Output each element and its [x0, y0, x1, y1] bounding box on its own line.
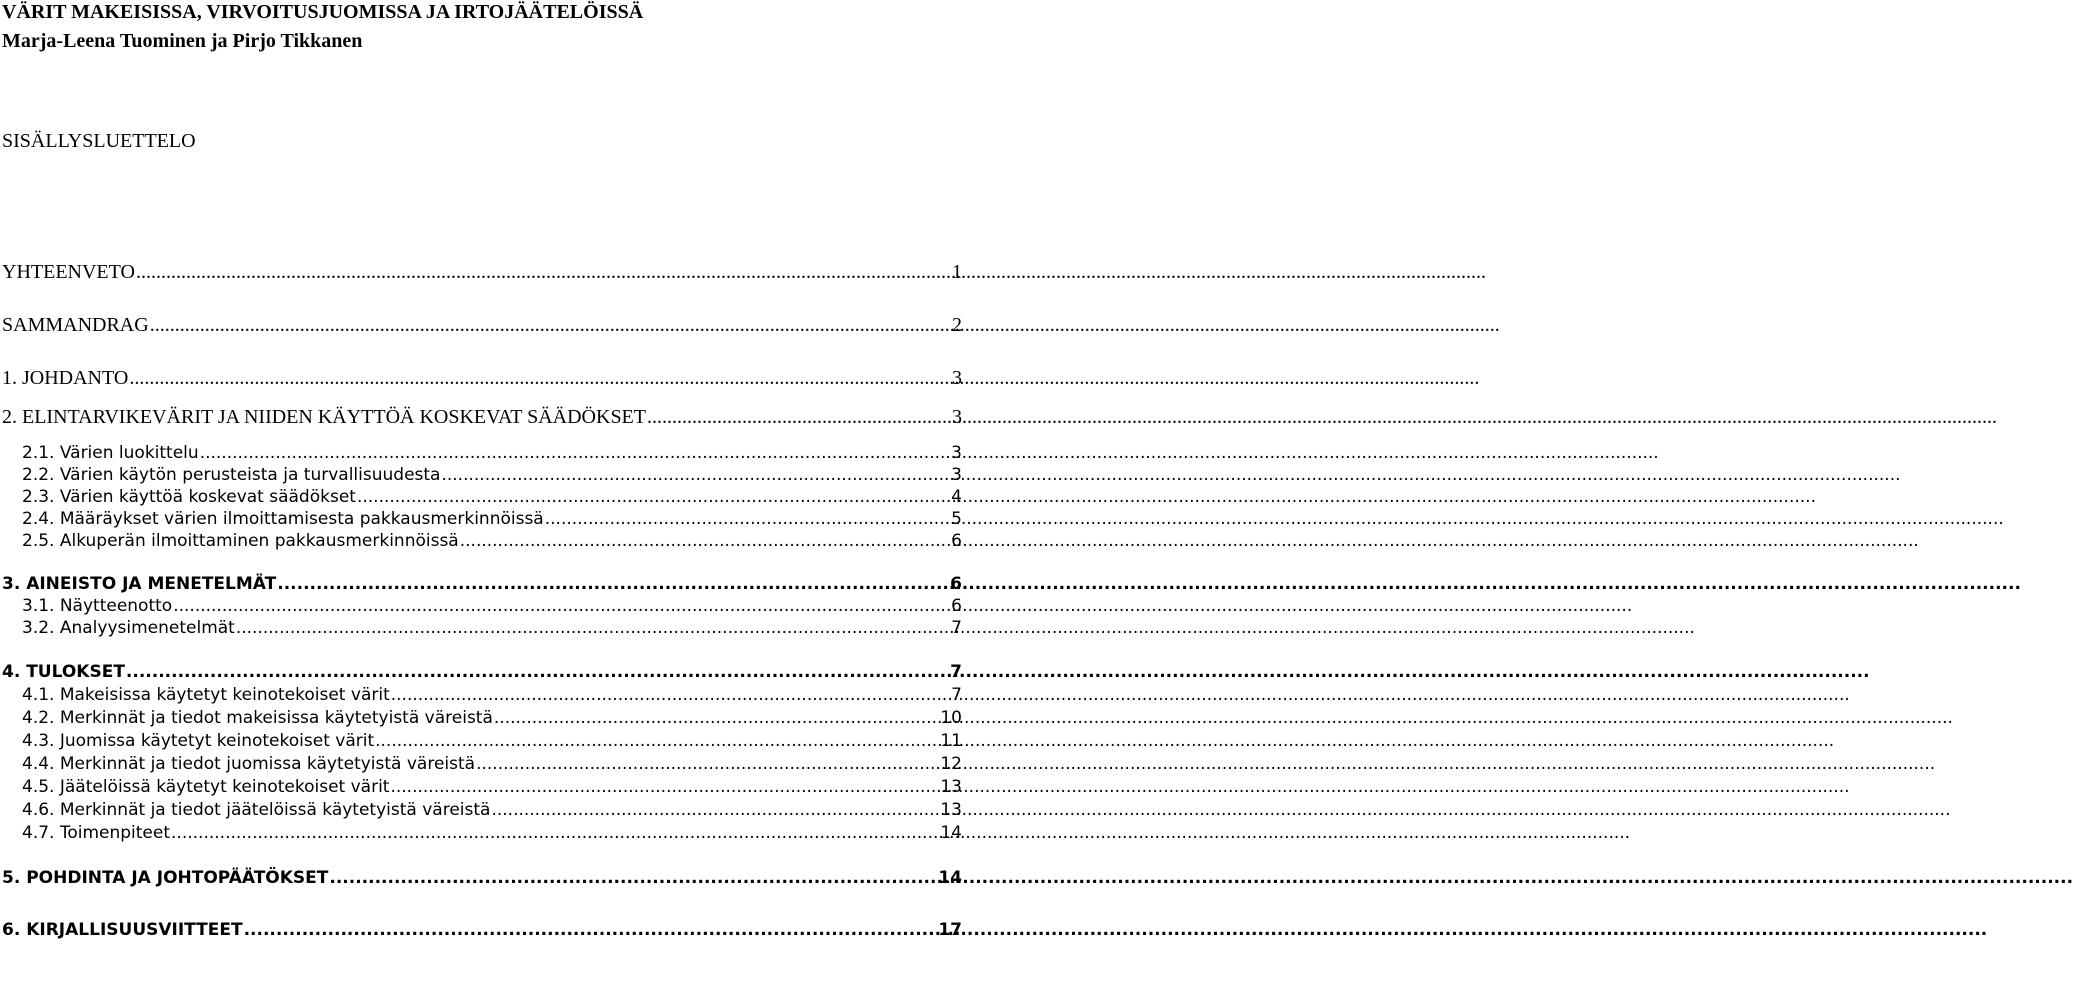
- toc-leader-dots: [244, 918, 938, 942]
- toc-entry-page: 6: [951, 531, 962, 551]
- toc-entry-label: 2. ELINTARVIKEVÄRIT JA NIIDEN KÄYTTÖÄ KOSKEVAT SÄÄDÖKSET: [2, 406, 646, 428]
- toc-entry-page: 12: [940, 754, 962, 774]
- toc-leader-dots: [391, 683, 950, 707]
- toc-entry-2-4[interactable]: [22, 507, 962, 531]
- toc-entry-label: 1. JOHDANTO: [2, 367, 129, 389]
- toc-entry-kirjallisuusviitteet[interactable]: [2, 918, 962, 942]
- toc-entry-label: 2.3. Värien käyttöä koskevat säädökset: [22, 487, 356, 507]
- toc-leader-dots: [136, 260, 951, 284]
- toc-entry-page: 13: [940, 777, 962, 797]
- toc-entry-page: 2: [952, 314, 962, 336]
- toc-entry-label: 2.4. Määräykset värien ilmoittamisesta pakkausmerkinnöissä: [22, 509, 544, 529]
- toc-entry-page: 6: [951, 596, 962, 616]
- toc-entry-page: 3: [951, 465, 962, 485]
- toc-entry-johdanto[interactable]: [2, 366, 962, 390]
- toc-entry-label: 6. KIRJALLISUUSVIITTEET: [2, 920, 243, 940]
- toc-leader-dots: [491, 798, 939, 822]
- toc-entry-label: 4.6. Merkinnät ja tiedot jäätelöissä käytetyistä väreistä: [22, 800, 491, 820]
- document-page: [0, 0, 960, 1007]
- toc-leader-dots: [647, 405, 951, 429]
- toc-entry-label: YHTEENVETO: [2, 261, 135, 283]
- toc-entry-label: 2.2. Värien käytön perusteista ja turvallisuudesta: [22, 465, 441, 485]
- document-title: VÄRIT MAKEISISSA, VIRVOITUSJUOMISSA JA IRTOJÄÄTELÖISSÄ: [2, 1, 644, 23]
- toc-entry-page: 1: [952, 261, 962, 283]
- toc-entry-page: 11: [940, 731, 962, 751]
- toc-leader-dots: [375, 729, 939, 753]
- toc-entry-label: 3.1. Näytteenotto: [22, 596, 173, 616]
- toc-entry-page: 14: [940, 823, 962, 843]
- toc-entry-tulokset[interactable]: [2, 660, 962, 684]
- toc-leader-dots: [173, 594, 950, 618]
- toc-entry-yhteenveto[interactable]: [2, 260, 962, 284]
- toc-entry-4-3[interactable]: [22, 729, 962, 753]
- toc-entry-page: 7: [951, 618, 962, 638]
- toc-leader-dots: [236, 616, 950, 640]
- toc-entry-elintarvikevarit[interactable]: [2, 405, 962, 429]
- toc-entry-page: 5: [951, 509, 962, 529]
- toc-entry-label: 4.2. Merkinnät ja tiedot makeisissa käytetyistä väreistä: [22, 708, 493, 728]
- toc-entry-pohdinta[interactable]: [2, 866, 962, 890]
- toc-entry-page: 3: [952, 367, 962, 389]
- toc-entry-label: 3.2. Analyysimenetelmät: [22, 618, 235, 638]
- toc-entry-page: 4: [951, 487, 962, 507]
- toc-entry-2-5[interactable]: [22, 529, 962, 553]
- toc-entry-page: 7: [950, 662, 962, 682]
- toc-entry-label: 2.5. Alkuperän ilmoittaminen pakkausmerkinnöissä: [22, 531, 459, 551]
- toc-entry-label: 4.4. Merkinnät ja tiedot juomissa käytetyistä väreistä: [22, 754, 476, 774]
- toc-entry-sammandrag[interactable]: [2, 313, 962, 337]
- toc-leader-dots: [126, 660, 949, 684]
- toc-entry-4-5[interactable]: [22, 775, 962, 799]
- toc-leader-dots: [129, 366, 951, 390]
- toc-leader-dots: [441, 463, 950, 487]
- toc-entry-page: 7: [951, 685, 962, 705]
- toc-entry-label: 4.5. Jäätelöissä käytetyt keinotekoiset värit: [22, 777, 390, 797]
- toc-entry-label: 5. POHDINTA JA JOHTOPÄÄTÖKSET: [2, 868, 329, 888]
- toc-leader-dots: [171, 821, 939, 845]
- toc-leader-dots: [545, 507, 950, 531]
- toc-entry-3-2[interactable]: [22, 616, 962, 640]
- toc-entry-4-1[interactable]: [22, 683, 962, 707]
- toc-entry-2-3[interactable]: [22, 485, 962, 509]
- toc-entry-page: 13: [940, 800, 962, 820]
- toc-entry-aineisto[interactable]: [2, 572, 962, 596]
- toc-entry-page: 14: [938, 868, 962, 888]
- toc-entry-4-2[interactable]: [22, 706, 962, 730]
- toc-entry-page: 17: [938, 920, 962, 940]
- toc-leader-dots: [460, 529, 950, 553]
- toc-heading: SISÄLLYSLUETTELO: [2, 130, 196, 152]
- toc-entry-label: 4. TULOKSET: [2, 662, 125, 682]
- toc-leader-dots: [329, 866, 937, 890]
- toc-entry-4-7[interactable]: [22, 821, 962, 845]
- toc-entry-page: 10: [940, 708, 962, 728]
- toc-leader-dots: [277, 572, 949, 596]
- toc-leader-dots: [476, 752, 939, 776]
- toc-leader-dots: [390, 775, 939, 799]
- toc-leader-dots: [357, 485, 950, 509]
- toc-leader-dots: [150, 313, 951, 337]
- toc-entry-3-1[interactable]: [22, 594, 962, 618]
- toc-leader-dots: [494, 706, 939, 730]
- toc-entry-4-6[interactable]: [22, 798, 962, 822]
- toc-entry-page: 6: [950, 574, 962, 594]
- toc-leader-dots: [200, 441, 950, 465]
- toc-entry-4-4[interactable]: [22, 752, 962, 776]
- toc-entry-page: 3: [952, 406, 962, 428]
- document-authors: Marja-Leena Tuominen ja Pirjo Tikkanen: [2, 30, 363, 52]
- toc-entry-label: SAMMANDRAG: [2, 314, 149, 336]
- toc-entry-label: 4.3. Juomissa käytetyt keinotekoiset värit: [22, 731, 375, 751]
- toc-entry-label: 2.1. Värien luokittelu: [22, 443, 199, 463]
- toc-entry-label: 3. AINEISTO JA MENETELMÄT: [2, 574, 277, 594]
- toc-entry-label: 4.1. Makeisissa käytetyt keinotekoiset värit: [22, 685, 390, 705]
- toc-entry-2-1[interactable]: [22, 441, 962, 465]
- toc-entry-page: 3: [951, 443, 962, 463]
- toc-entry-2-2[interactable]: [22, 463, 962, 487]
- toc-entry-label: 4.7. Toimenpiteet: [22, 823, 171, 843]
